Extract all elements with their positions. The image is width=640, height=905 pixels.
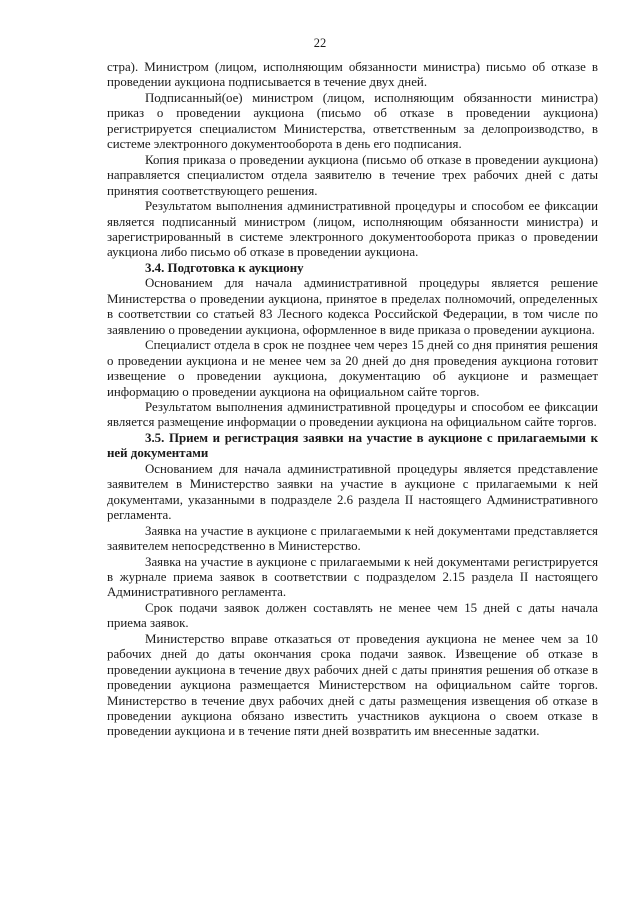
paragraph: Заявка на участие в аукционе с прилагаемыми к ней документами регистрируется в журнале приема заявок в соответствии с подразделом 2.15 раздела II настоящего Административного регламента.	[107, 554, 598, 600]
paragraph: Результатом выполнения административной процедуры и способом ее фиксации является подписанный министром (лицом, исполняющим обязанности министра) и зарегистрированный в системе электронного документооборота приказ о проведении аукциона либо письмо об отказе в проведении аукциона.	[107, 199, 598, 260]
paragraph: стра). Министром (лицом, исполняющим обязанности министра) письмо об отказе в проведении аукциона подписывается в течение двух дней.	[107, 60, 598, 90]
paragraph: Копия приказа о проведении аукциона (письмо об отказе в проведении аукциона) направляется специалистом отдела заявителю в течение трех рабочих дней с даты принятия соответствующего решения.	[107, 152, 598, 198]
paragraph: Результатом выполнения административной процедуры и способом ее фиксации является размещение информации о проведении аукциона на официальном сайте торгов.	[107, 399, 598, 430]
paragraph: Специалист отдела в срок не позднее чем через 15 дней со дня принятия решения о проведении аукциона и не менее чем за 20 дней до дня проведения аукциона готовит извещение о проведении аукциона, документацию об аукционе и размещает информацию о проведении аукциона на официальном сайте торгов.	[107, 338, 598, 399]
paragraph: Основанием для начала административной процедуры является представление заявителем в Министерство заявки на участие в аукционе с прилагаемыми к ней документами, указанными в подразделе 2.6 раздела II настоящего Административного регламента.	[107, 461, 598, 523]
page-number: 22	[313, 36, 327, 50]
document-body	[107, 60, 598, 740]
paragraph: Основанием для начала административной процедуры является решение Министерства о проведении аукциона, принятое в пределах полномочий, определенных в соответствии со статьей 83 Лесного кодекса Российской Федерации, в том числе по заявлению о проведении аукциона, оформленное в виде приказа о проведении аукциона.	[107, 276, 598, 337]
section-heading: 3.4. Подготовка к аукциону	[145, 260, 304, 275]
paragraph: Министерство вправе отказаться от проведения аукциона не менее чем за 10 рабочих дней до даты окончания срока подачи заявок. Извещение об отказе в проведении аукциона в течение двух рабочих дней с даты принятия решения об отказе в проведении аукциона размещается Министерством на официальном сайте торгов. Министерство в течение двух рабочих дней с даты размещения извещения об отказе в проведении аукциона обязано известить участников аукциона о своем отказе в проведении аукциона и в течение пяти дней возвратить им внесенные задатки.	[107, 631, 598, 739]
paragraph: Срок подачи заявок должен составлять не менее чем 15 дней с даты начала приема заявок.	[107, 600, 598, 631]
paragraph: Подписанный(ое) министром (лицом, исполняющим обязанности министра) приказ о проведении аукциона (письмо об отказе в проведении аукциона) регистрируется специалистом Министерства, ответственным за делопроизводство, в системе электронного документооборота в день его подписания.	[107, 90, 598, 152]
section-heading: 3.5. Прием и регистрация заявки на участие в аукционе с прилагаемыми к ней документами	[107, 430, 598, 461]
paragraph: Заявка на участие в аукционе с прилагаемыми к ней документами представляется заявителем непосредственно в Министерство.	[107, 523, 598, 554]
